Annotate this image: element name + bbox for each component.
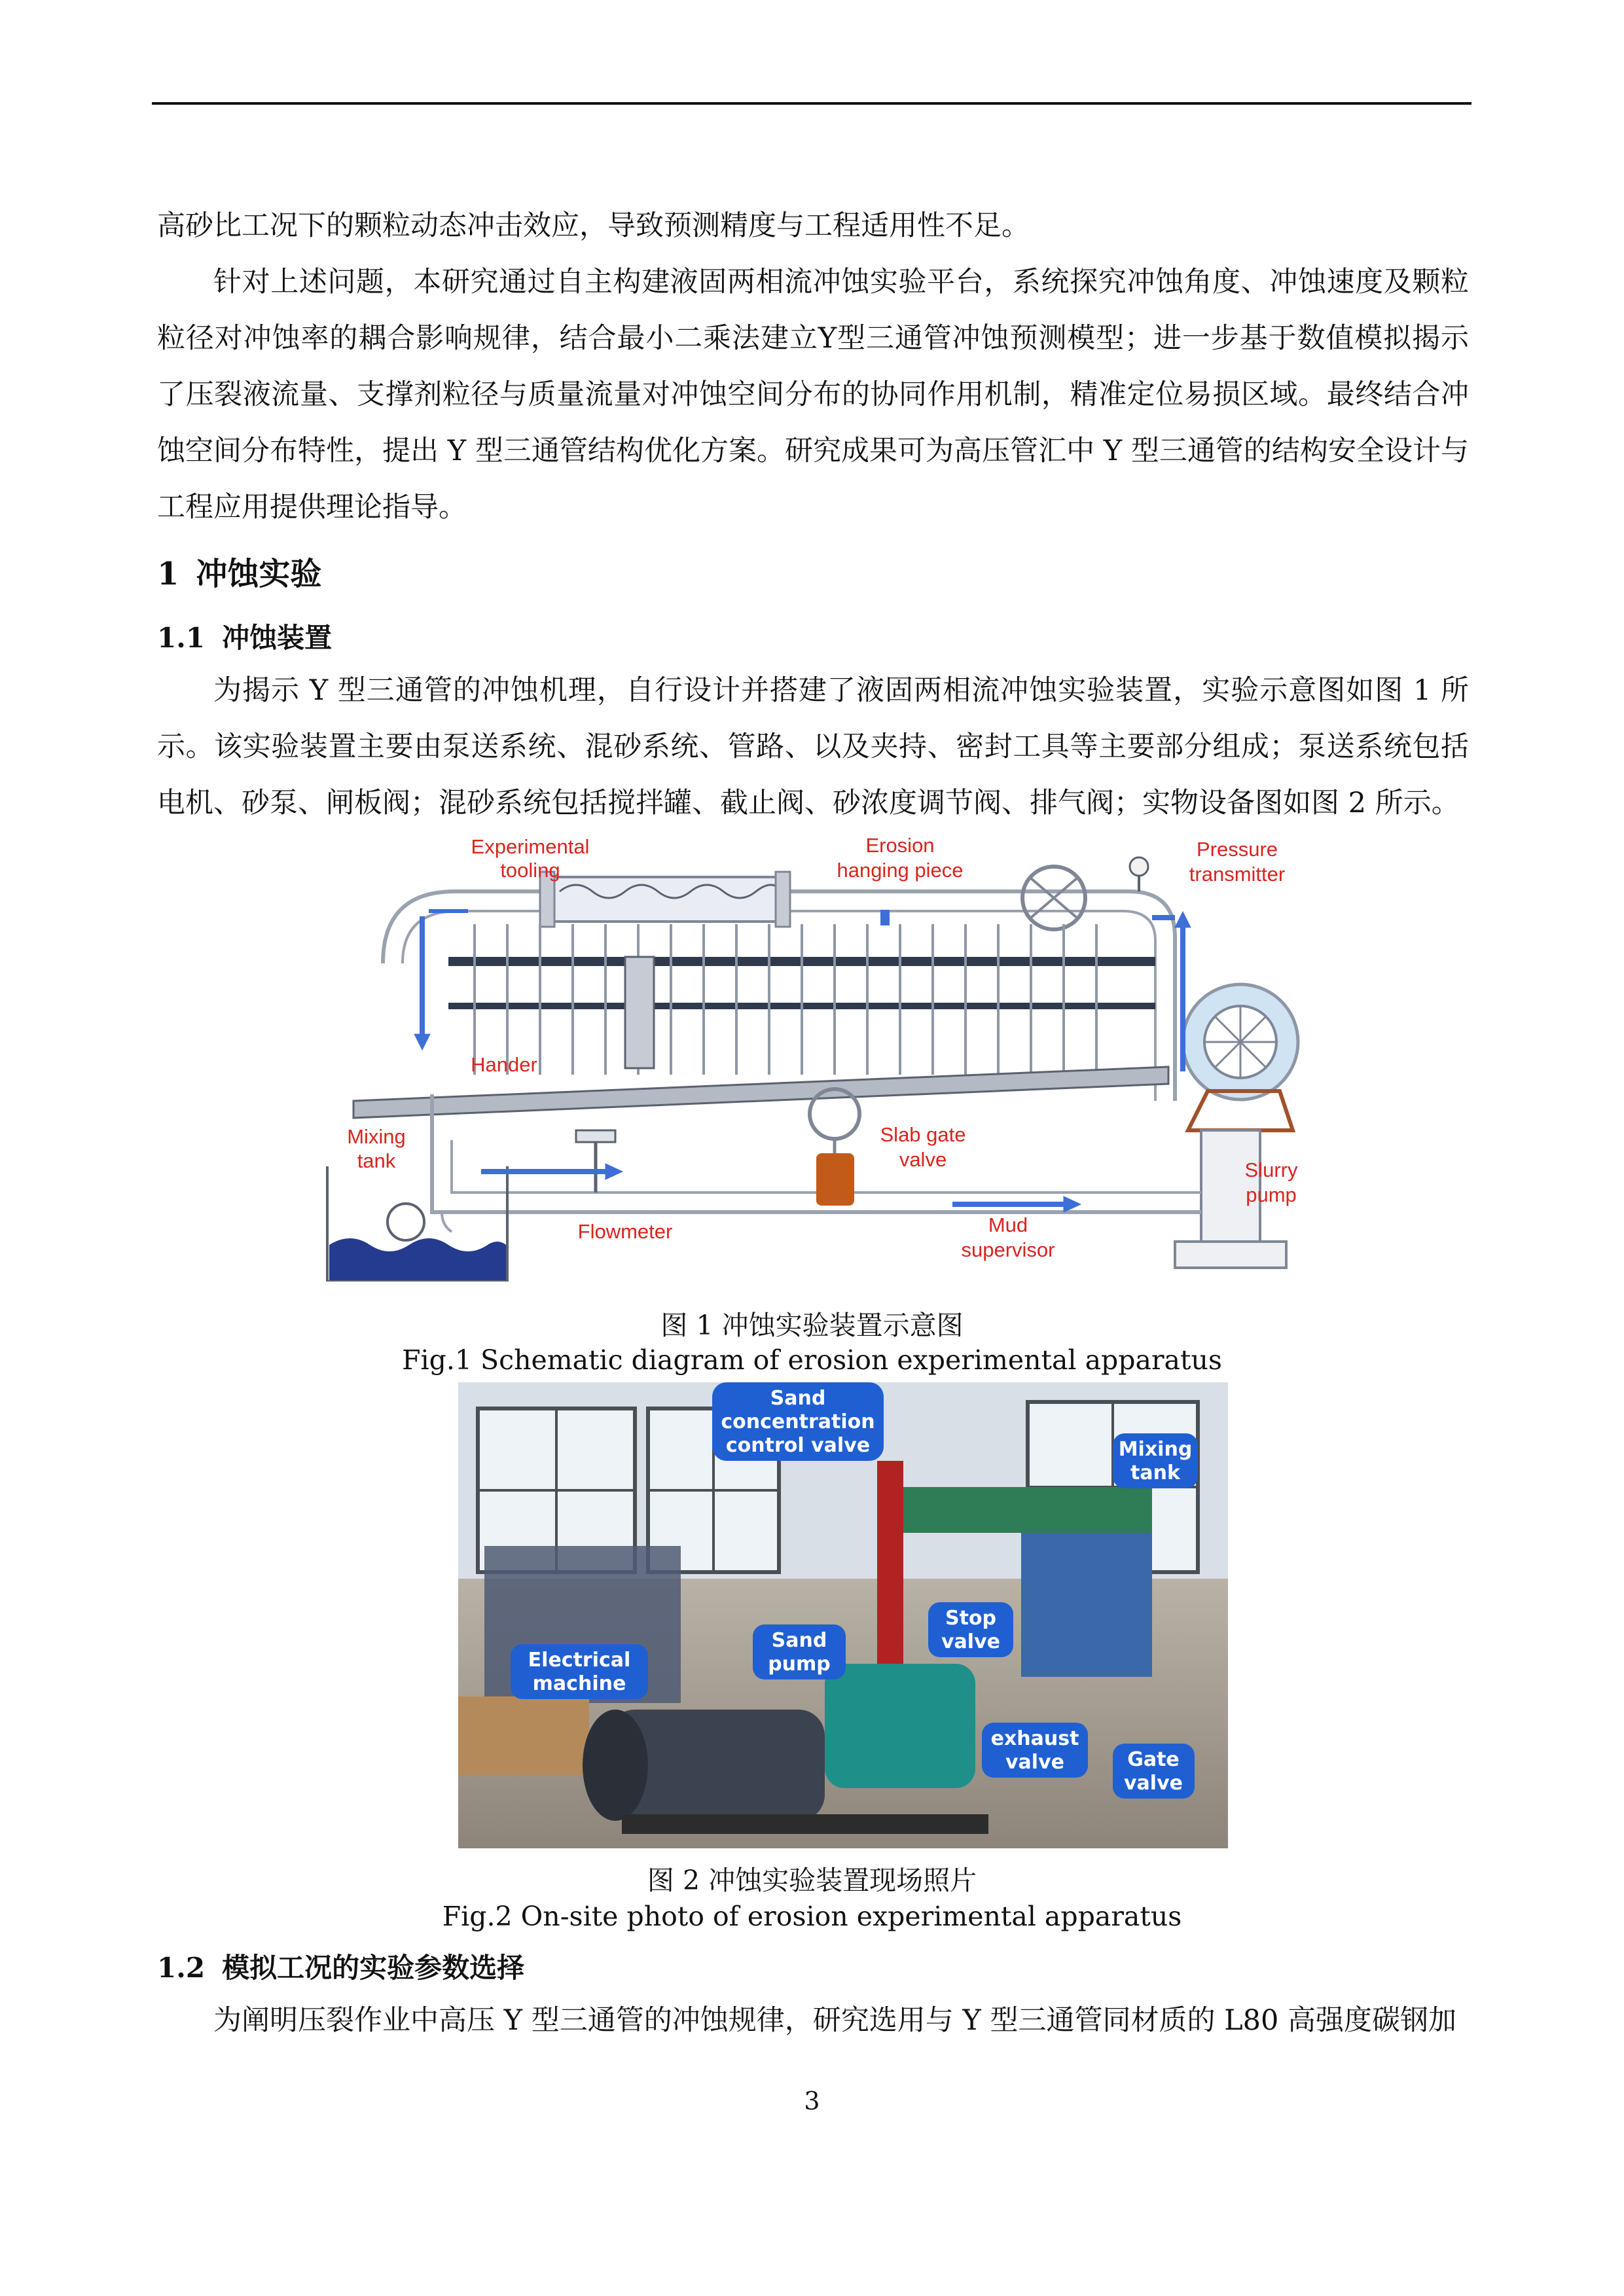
- header-rule: [152, 102, 1471, 105]
- label-sand-concentration: concentration: [721, 1410, 875, 1433]
- label-mixing-tank: tank: [1130, 1462, 1180, 1484]
- subsection-title: 冲蚀装置: [222, 622, 333, 654]
- label-mixing-tank: tank: [357, 1149, 396, 1172]
- label-slurry-pump: Slurry: [1244, 1158, 1298, 1181]
- label-mud-supervisor: supervisor: [961, 1238, 1055, 1261]
- label-gate-valve: Gate: [1127, 1748, 1180, 1771]
- figure-2-photo: [458, 1382, 1228, 1848]
- figure-1-caption-en: Fig.1 Schematic diagram of erosion experimental apparatus: [402, 1344, 1222, 1376]
- label-erosion-hanging-piece: hanging piece: [837, 859, 964, 882]
- subsection-heading: [157, 617, 332, 656]
- page-number: 3: [804, 2087, 820, 2115]
- label-hander: Hander: [471, 1053, 537, 1076]
- figure-2-caption-cn: 图 2 冲蚀实验装置现场照片: [647, 1865, 977, 1896]
- label-electrical-machine: Electrical: [528, 1649, 631, 1672]
- label-sand-concentration: control valve: [725, 1434, 871, 1457]
- label-slab-gate-valve: Slab gate: [880, 1123, 966, 1146]
- label-gate-valve: valve: [1124, 1772, 1183, 1795]
- label-mud-supervisor: Mud: [988, 1213, 1028, 1236]
- label-sand-concentration: Sand: [770, 1387, 826, 1410]
- body-paragraph: 高砂比工况下的颗粒动态冲击效应，导致预测精度与工程适用性不足。: [157, 209, 1030, 242]
- figure-1-schematic: [324, 826, 1306, 1282]
- figure-2-caption-en: Fig.2 On-site photo of erosion experimental apparatus: [442, 1901, 1182, 1932]
- label-experimental-tooling: Experimental: [471, 835, 590, 858]
- label-mixing-tank: Mixing: [347, 1125, 406, 1148]
- section-heading: [157, 548, 321, 594]
- body-paragraph: 为揭示 Y 型三通管的冲蚀机理，自行设计并搭建了液固两相流冲蚀实验装置，实验示意图如图 1 所示。该实验装置主要由泵送系统、混砂系统、管路、以及夹持、密封工具等主要部分组成；泵送系统包括电机、砂泵、闸板阀；混砂系统包括搅拌罐、截止阀、砂浓度调节阀、排气阀；实物设备图如图 2 所示。: [157, 674, 1469, 819]
- section-title: 冲蚀实验: [196, 556, 322, 592]
- label-pressure-transmitter: transmitter: [1189, 863, 1286, 886]
- label-sand-pump: pump: [768, 1653, 831, 1676]
- subsection-heading: [157, 1946, 524, 1986]
- label-exhaust-valve: valve: [1005, 1751, 1064, 1774]
- subsection-number: 1.1: [157, 622, 206, 654]
- label-stop-valve: Stop: [945, 1607, 997, 1630]
- label-mixing-tank: Mixing: [1118, 1438, 1193, 1461]
- subsection-number: 1.2: [157, 1952, 206, 1984]
- label-erosion-hanging-piece: Erosion: [865, 834, 935, 857]
- label-sand-pump: Sand: [771, 1629, 827, 1652]
- body-paragraph: 针对上述问题，本研究通过自主构建液固两相流冲蚀实验平台，系统探究冲蚀角度、冲蚀速度及颗粒粒径对冲蚀率的耦合影响规律，结合最小二乘法建立Y型三通管冲蚀预测模型；进一步基于数值模拟揭示了压裂液流量、支撑剂粒径与质量流量对冲蚀空间分布的协同作用机制，精准定位易损区域。最终结合冲蚀空间分布特性，提出 Y 型三通管结构优化方案。研究成果可为高压管汇中 Y 型三通管的结构安全设计与工程应用提供理论指导。: [157, 266, 1469, 524]
- label-slurry-pump: pump: [1246, 1183, 1297, 1206]
- body-paragraph: 为阐明压裂作业中高压 Y 型三通管的冲蚀规律，研究选用与 Y 型三通管同材质的 L80 高强度碳钢加: [213, 2004, 1457, 2037]
- label-electrical-machine: machine: [532, 1672, 626, 1695]
- label-experimental-tooling: tooling: [500, 859, 560, 882]
- figure-1-caption-cn: 图 1 冲蚀实验装置示意图: [660, 1310, 964, 1341]
- subsection-title: 模拟工况的实验参数选择: [222, 1952, 525, 1984]
- section-number: 1: [157, 556, 179, 592]
- label-stop-valve: valve: [941, 1630, 1000, 1653]
- label-pressure-transmitter: Pressure: [1196, 838, 1278, 861]
- label-flowmeter: Flowmeter: [577, 1220, 673, 1243]
- label-slab-gate-valve: valve: [899, 1148, 947, 1171]
- label-exhaust-valve: exhaust: [990, 1727, 1079, 1750]
